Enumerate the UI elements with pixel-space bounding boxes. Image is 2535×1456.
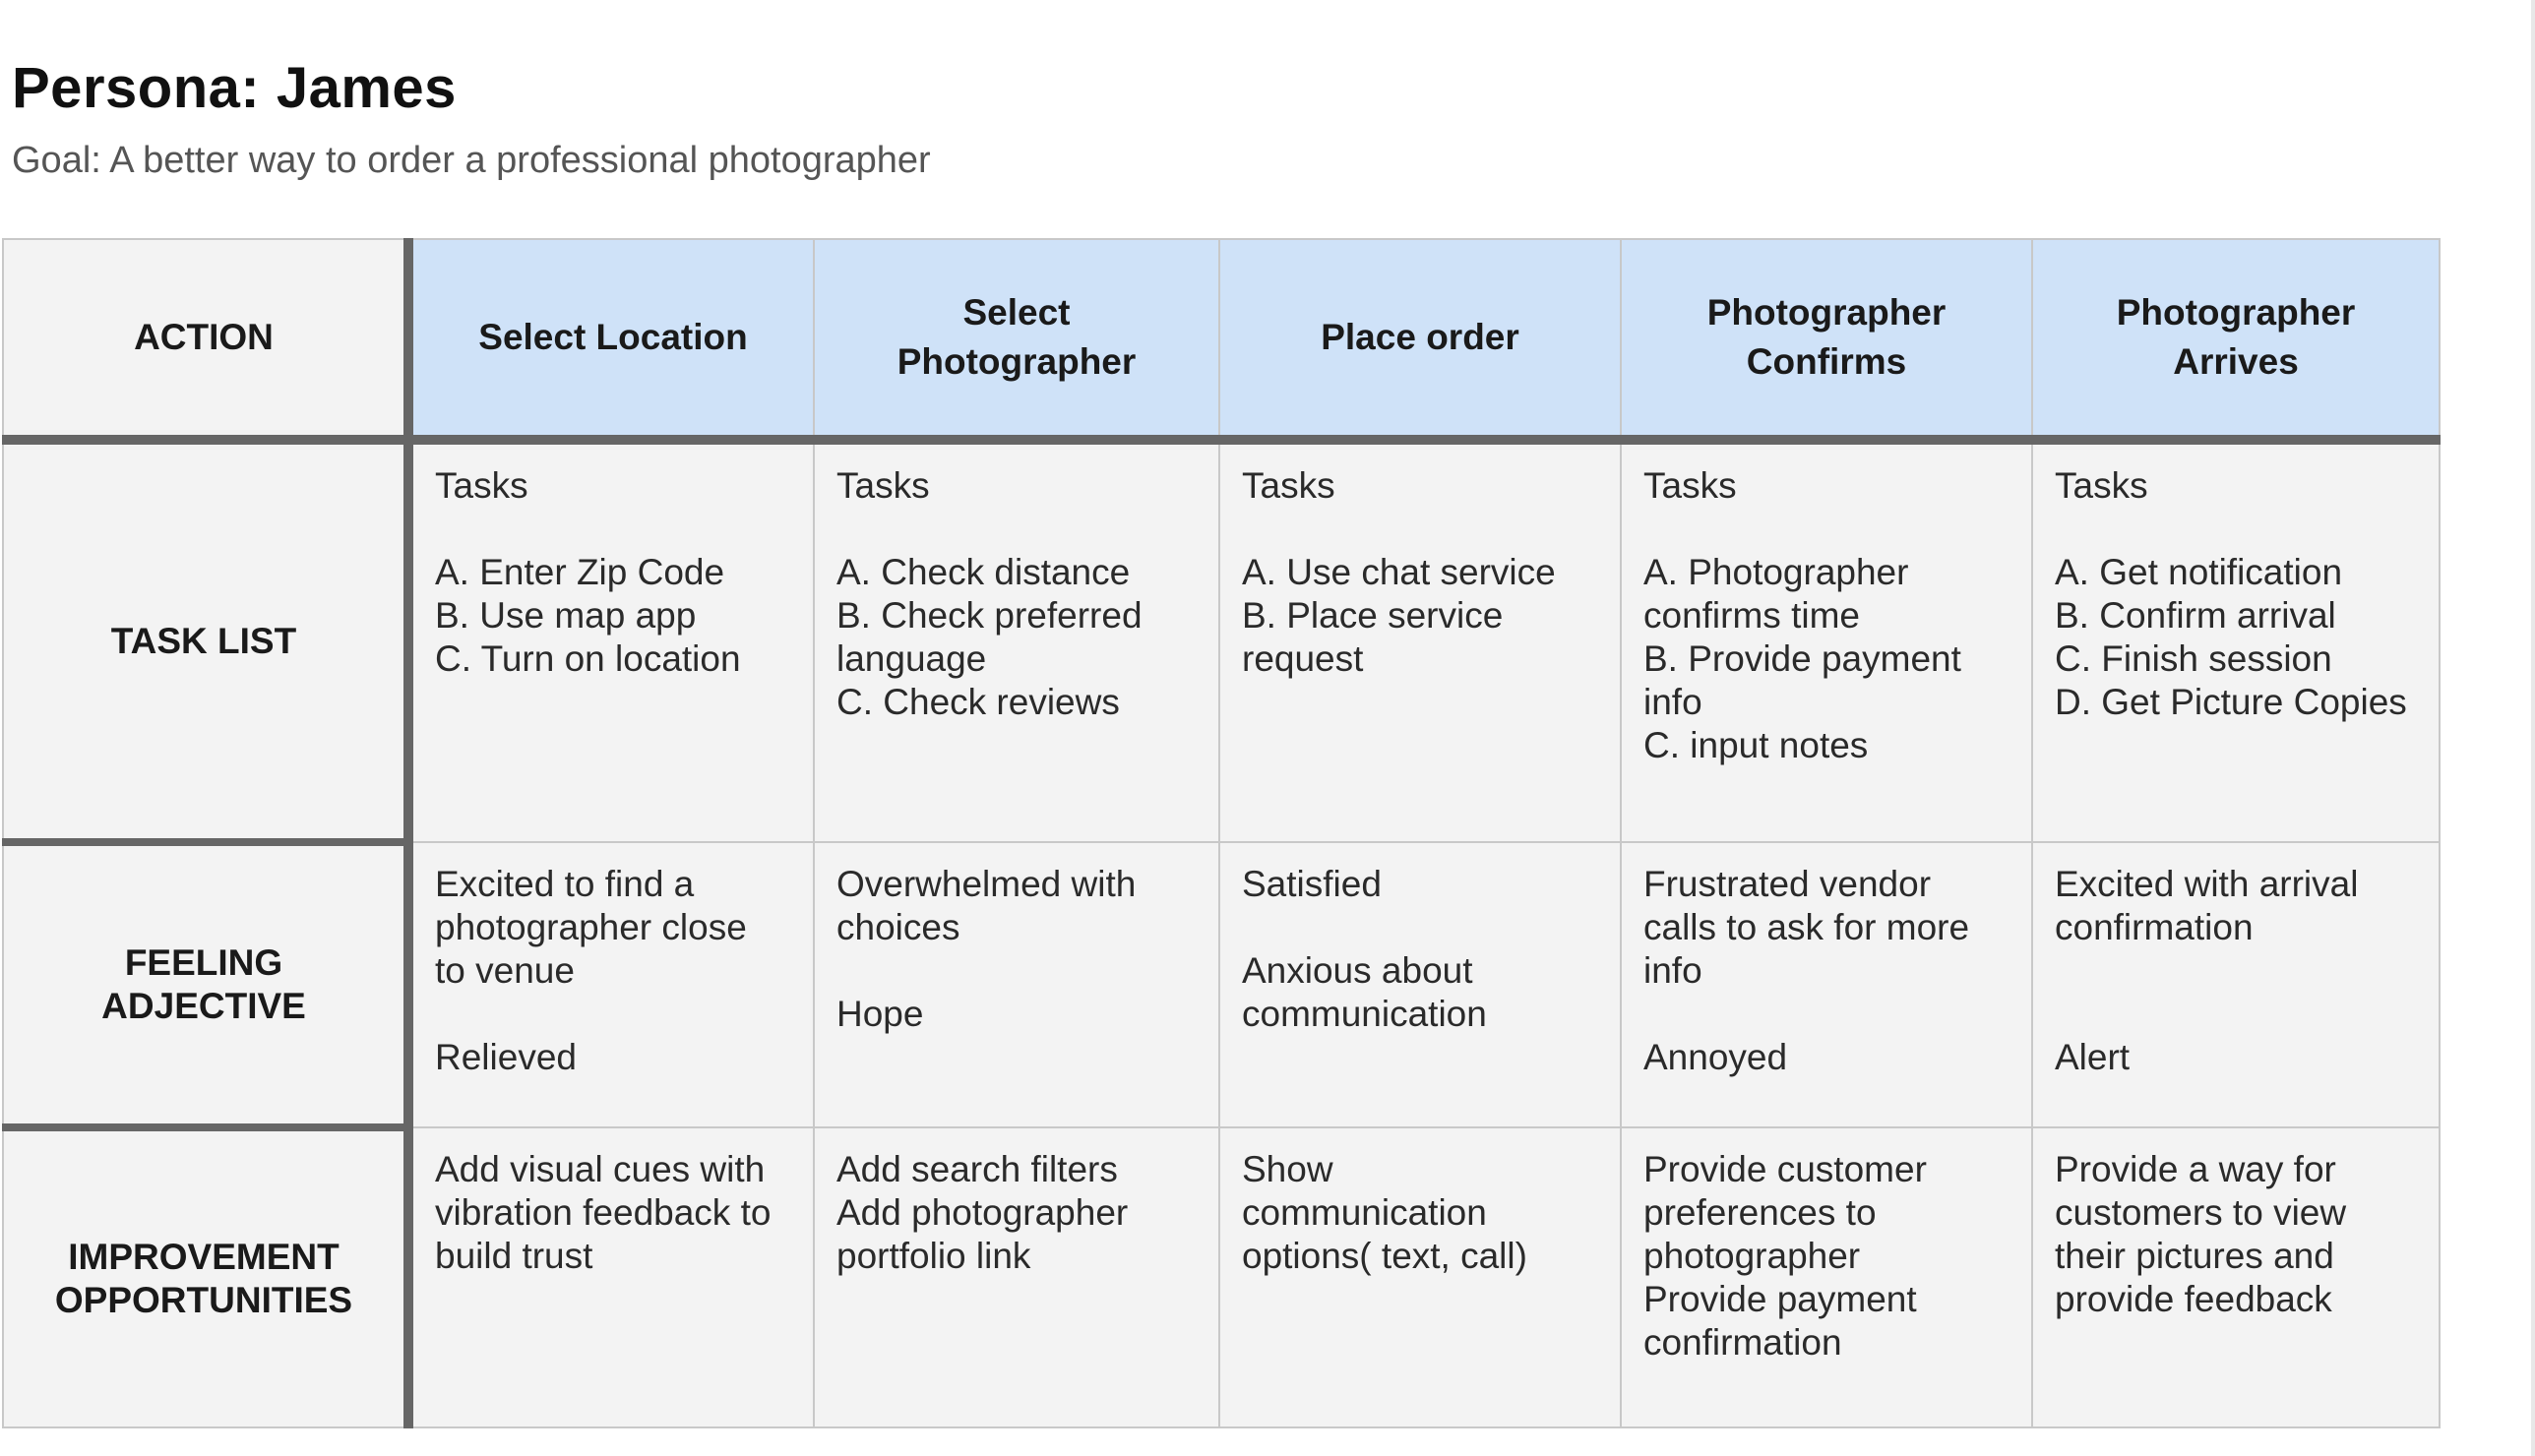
row-header-label: IMPROVEMENT OPPORTUNITIES	[54, 1237, 353, 1320]
cell-text: Satisfied Anxious about communication	[1242, 864, 1487, 1034]
row-header-label: FEELING ADJECTIVE	[101, 942, 306, 1026]
table-cell	[814, 440, 1219, 842]
cell-text: Add search filters Add photographer portfolio link	[836, 1149, 1129, 1276]
column-header-photographer-arrives: Photographer Arrives	[2032, 239, 2440, 440]
table-cell	[408, 842, 814, 1127]
cell-text: Tasks A. Enter Zip Code B. Use map app C. Turn on location	[435, 465, 741, 679]
column-header-select-location: Select Location	[408, 239, 814, 440]
cell-text: Overwhelmed with choices Hope	[836, 864, 1137, 1034]
table-cell	[1621, 440, 2032, 842]
row-header-feeling-adjective	[3, 842, 408, 1127]
column-header-photographer-confirms: Photographer Confirms	[1621, 239, 2032, 440]
table-cell	[1219, 440, 1621, 842]
cell-text: Tasks A. Photographer confirms time B. Provide payment info C. input notes	[1643, 465, 1961, 765]
page-title: Persona: James	[12, 56, 457, 120]
table-row-task-list	[3, 440, 2440, 842]
cell-text: Tasks A. Check distance B. Check preferred language C. Check reviews	[836, 465, 1143, 722]
table-cell	[2032, 440, 2440, 842]
cell-text: Provide a way for customers to view their pictures and provide feedback	[2055, 1149, 2347, 1319]
cell-text: Add visual cues with vibration feedback to build trust	[435, 1149, 772, 1276]
cell-text: Show communication options( text, call)	[1242, 1149, 1527, 1276]
table-cell	[1621, 842, 2032, 1127]
cell-text: Provide customer preferences to photographer Provide payment confirmation	[1643, 1149, 1927, 1363]
table-row-improvement-opportunities	[3, 1127, 2440, 1427]
table-cell	[408, 440, 814, 842]
page-edge-divider	[2531, 0, 2535, 1456]
table-row-feeling-adjective	[3, 842, 2440, 1127]
corner-label-action: ACTION	[3, 239, 408, 440]
column-header-select-photographer: Select Photographer	[814, 239, 1219, 440]
cell-text: Tasks A. Use chat service B. Place service request	[1242, 465, 1556, 679]
row-header-task-list: TASK LIST	[3, 440, 408, 842]
table-cell	[1219, 1127, 1621, 1427]
journey-map-table	[2, 238, 2441, 1428]
table-cell	[1219, 842, 1621, 1127]
column-header-place-order: Place order	[1219, 239, 1621, 440]
cell-text: Excited with arrival confirmation Alert	[2055, 864, 2359, 1077]
cell-text: Frustrated vendor calls to ask for more info Annoyed	[1643, 864, 1970, 1077]
table-cell	[814, 1127, 1219, 1427]
table-cell	[814, 842, 1219, 1127]
row-header-improvement-opportunities	[3, 1127, 408, 1427]
header-row	[3, 239, 2440, 440]
table-cell	[2032, 1127, 2440, 1427]
table-cell	[2032, 842, 2440, 1127]
cell-text: Excited to find a photographer close to venue Relieved	[435, 864, 747, 1077]
page-goal: Goal: A better way to order a professional photographer	[12, 140, 931, 181]
table-cell	[1621, 1127, 2032, 1427]
cell-text: Tasks A. Get notification B. Confirm arrival C. Finish session D. Get Picture Copies	[2055, 465, 2407, 722]
table-cell	[408, 1127, 814, 1427]
